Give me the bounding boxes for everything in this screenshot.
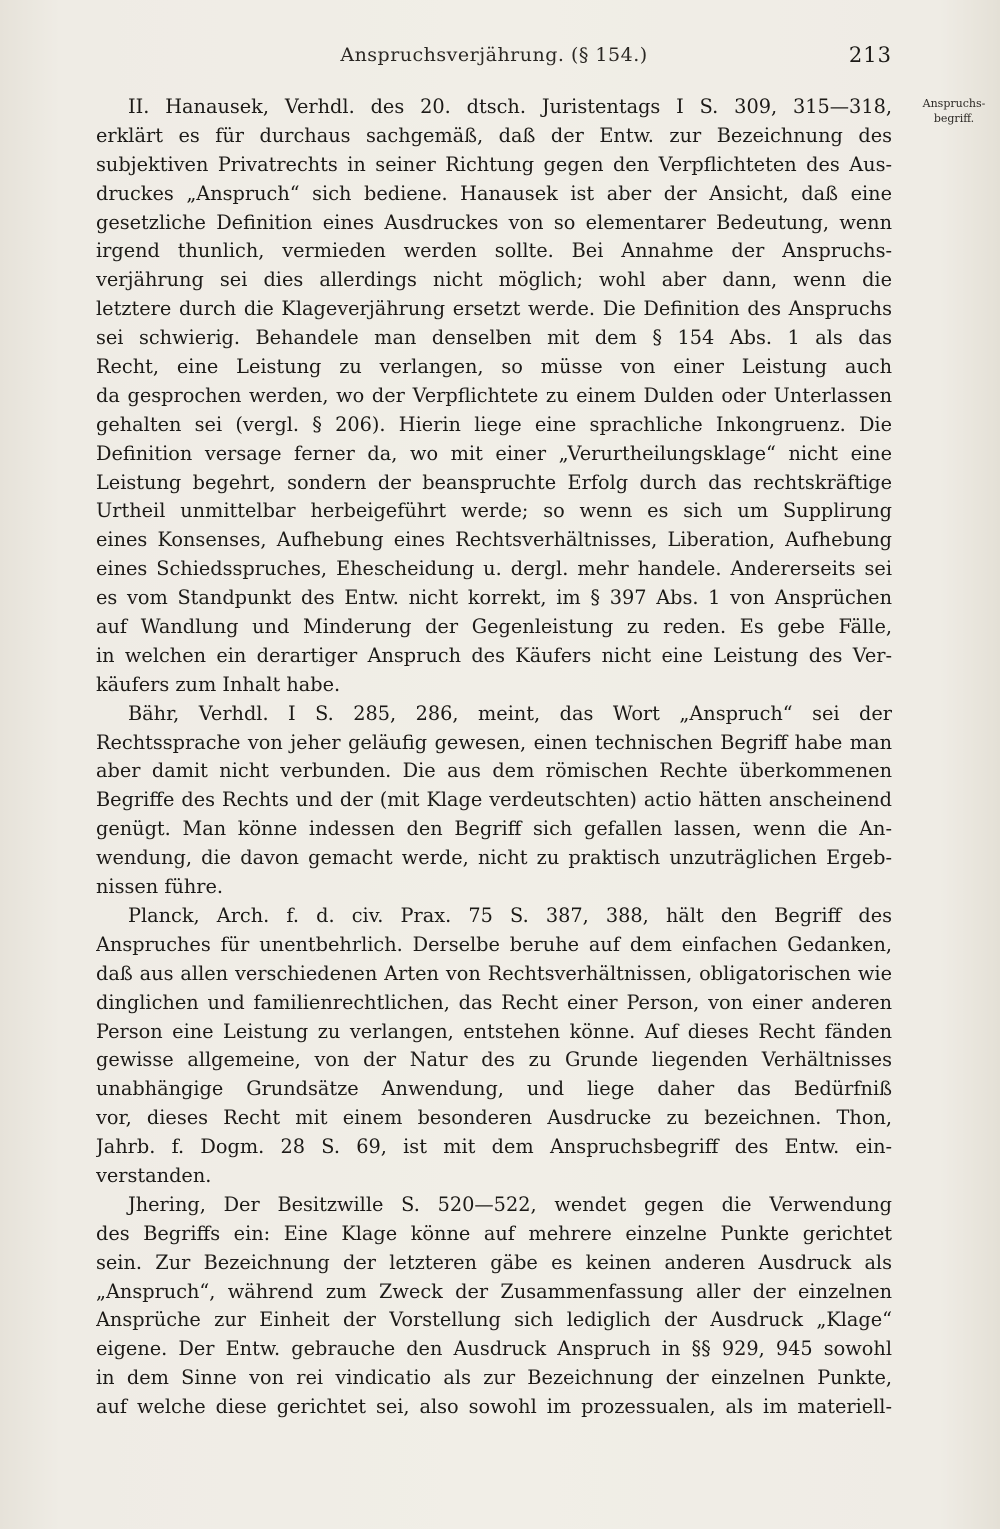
text-line: Ansprüche zur Einheit der Vorstellung sich lediglich der Ausdruck „Klage“ (96, 1308, 892, 1332)
text-line: auf Wandlung und Minderung der Gegenleistung zu reden. Es gebe Fälle, (96, 615, 892, 639)
margin-note-line: Anspruchs- (922, 97, 986, 110)
text-line: eigene. Der Entw. gebrauche den Ausdruck Anspruch in §§ 929, 945 sowohl (96, 1337, 892, 1361)
paragraph-planck (96, 902, 892, 1191)
text-line: wendung, die davon gemacht werde, nicht zu praktisch unzuträglichen Ergeb- (96, 846, 892, 870)
text-line: gewisse allgemeine, von der Natur des zu Grunde liegenden Verhältnisses (96, 1048, 892, 1072)
text-line: erklärt es für durchaus sachgemäß, daß der Entw. zur Bezeichnung des (96, 123, 892, 147)
text-line: Recht, eine Leistung zu verlangen, so müsse von einer Leistung auch (96, 355, 892, 379)
text-line: auf welche diese gerichtet sei, also sowohl im prozessualen, als im materiell- (96, 1395, 892, 1419)
text-line: eines Schiedsspruches, Ehescheidung u. dergl. mehr handele. Andererseits sei (96, 557, 892, 581)
page-number: 213 (848, 43, 892, 67)
text-line: Definition versage ferner da, wo mit einer „Verurtheilungsklage“ nicht eine (96, 441, 892, 465)
text-line: Jhering, Der Besitzwille S. 520—522, wendet gegen die Verwendung (128, 1192, 892, 1216)
text-line: Leistung begehrt, sondern der beanspruchte Erfolg durch das rechtskräftige (96, 470, 892, 494)
text-line: verjährung sei dies allerdings nicht möglich; wohl aber dann, wenn die (96, 268, 892, 292)
text-line: vor, dieses Recht mit einem besonderen Ausdrucke zu bezeichnen. Thon, (96, 1106, 892, 1130)
text-line: Bähr, Verhdl. I S. 285, 286, meint, das Wort „Anspruch“ sei der (128, 701, 892, 725)
text-line: unabhängige Grundsätze Anwendung, und liege daher das Bedürfniß (96, 1077, 892, 1101)
paragraph-baehr (96, 700, 892, 902)
text-line: druckes „Anspruch“ sich bediene. Hanausek ist aber der Ansicht, daß eine (96, 181, 892, 205)
text-line: gehalten sei (vergl. § 206). Hierin liege eine sprachliche Inkongruenz. Die (96, 412, 892, 436)
text-line: gesetzliche Definition eines Ausdruckes von so elementarer Bedeutung, wenn (96, 210, 892, 234)
text-line: II. Hanausek, Verhdl. des 20. dtsch. Juristentags I S. 309, 315—318, (128, 95, 892, 118)
text-line: Anspruches für unentbehrlich. Derselbe beruhe auf dem einfachen Gedanken, (96, 932, 892, 956)
text-line: eines Konsenses, Aufhebung eines Rechtsverhältnisses, Liberation, Aufhebung (96, 528, 892, 552)
text-line: Jahrb. f. Dogm. 28 S. 69, ist mit dem Anspruchsbegriff des Entw. ein- (96, 1135, 892, 1159)
body-text (96, 93, 892, 1422)
margin-note (916, 96, 992, 126)
page-header (96, 44, 892, 74)
text-line: irgend thunlich, vermieden werden sollte. Bei Annahme der Anspruchs- (96, 239, 892, 263)
running-head: Anspruchsverjährung. (§ 154.) (340, 44, 648, 66)
text-line: sein. Zur Bezeichnung der letzteren gäbe es keinen anderen Ausdruck als (96, 1250, 892, 1274)
text-line: da gesprochen werden, wo der Verpflichtete zu einem Dulden oder Unterlassen (96, 383, 892, 407)
text-line: dinglichen und familienrechtlichen, das Recht einer Person, von einer anderen (96, 990, 892, 1014)
text-line: daß aus allen verschiedenen Arten von Rechtsverhältnissen, obligatorischen wie (96, 961, 892, 985)
text-line: aber damit nicht verbunden. Die aus dem römischen Rechte überkommenen (96, 759, 892, 783)
text-line: Planck, Arch. f. d. civ. Prax. 75 S. 387, 388, hält den Begriff des (128, 903, 892, 927)
text-line: „Anspruch“, während zum Zweck der Zusammenfassung aller der einzelnen (96, 1279, 892, 1303)
paragraph-hanausek (96, 93, 892, 700)
text-line: käufers zum Inhalt habe. (96, 672, 341, 696)
margin-note-line: begriff. (933, 112, 975, 125)
text-line: nissen führe. (96, 875, 224, 899)
text-line: genügt. Man könne indessen den Begriff sich gefallen lassen, wenn die An- (96, 817, 892, 841)
text-line: subjektiven Privatrechts in seiner Richtung gegen den Verpflichteten des Aus- (96, 152, 892, 176)
paragraph-jhering (96, 1191, 892, 1422)
text-line: des Begriffs ein: Eine Klage könne auf mehrere einzelne Punkte gerichtet (96, 1221, 892, 1245)
text-line: sei schwierig. Behandele man denselben mit dem § 154 Abs. 1 als das (96, 326, 892, 350)
text-line: Urtheil unmittelbar herbeigeführt werde; so wenn es sich um Supplirung (96, 499, 892, 523)
text-line: es vom Standpunkt des Entw. nicht korrekt, im § 397 Abs. 1 von Ansprüchen (96, 586, 892, 610)
text-line: Begriffe des Rechts und der (mit Klage verdeutschten) actio hätten anscheinend (96, 788, 892, 812)
text-line: Rechtssprache von jeher geläufig gewesen, einen technischen Begriff habe man (96, 730, 892, 754)
text-line: in dem Sinne von rei vindicatio als zur Bezeichnung der einzelnen Punkte, (96, 1366, 892, 1390)
text-line: Person eine Leistung zu verlangen, entstehen könne. Auf dieses Recht fänden (96, 1019, 892, 1043)
text-line: verstanden. (96, 1163, 212, 1187)
text-line: in welchen ein derartiger Anspruch des Käufers nicht eine Leistung des Ver- (96, 643, 892, 667)
text-line: letztere durch die Klageverjährung ersetzt werde. Die Definition des Anspruchs (96, 297, 892, 321)
